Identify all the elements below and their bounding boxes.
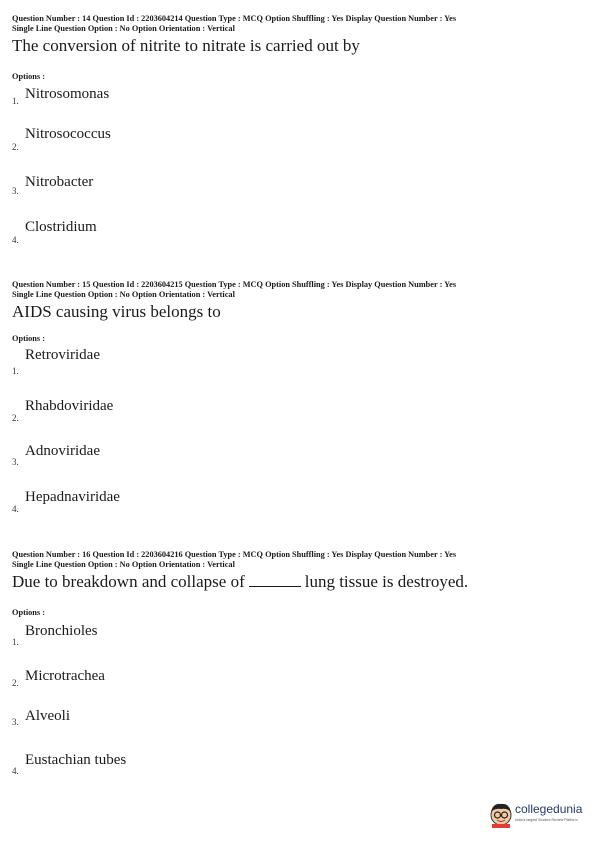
option-text: Bronchioles (25, 623, 98, 639)
options-label: Options : (12, 334, 45, 343)
stem-text-after-blank: lung tissue is destroyed. (304, 572, 469, 591)
option-4[interactable] (12, 752, 312, 782)
question-stem: AIDS causing virus belongs to (12, 302, 221, 321)
option-text: Alveoli (25, 708, 70, 724)
student-mascot-icon (487, 800, 515, 828)
option-3[interactable] (12, 708, 312, 738)
option-4[interactable] (12, 489, 312, 519)
logo-name: collegedunia (515, 802, 583, 816)
question-meta-line-1: Question Number : 15 Question Id : 2203604215 Question Type : MCQ Option Shuffling : Yes Display Question Number : Yes (12, 280, 457, 289)
stem-text-before-blank: Due to breakdown and collapse of (12, 572, 245, 591)
option-2[interactable] (12, 126, 312, 156)
option-number: 1. (12, 366, 19, 376)
option-text: Retroviridae (25, 347, 100, 363)
option-text: Rhabdoviridae (25, 398, 114, 414)
option-text: Clostridium (25, 219, 97, 235)
option-number: 4. (12, 766, 19, 776)
option-2[interactable] (12, 398, 312, 428)
option-text: Adnoviridae (25, 443, 100, 459)
option-number: 3. (12, 457, 19, 467)
options-label: Options : (12, 72, 45, 81)
question-meta-line-1: Question Number : 16 Question Id : 2203604216 Question Type : MCQ Option Shuffling : Yes Display Question Number : Yes (12, 550, 457, 559)
option-text: Eustachian tubes (25, 752, 127, 768)
option-3[interactable] (12, 443, 312, 473)
fill-in-blank (249, 571, 301, 587)
collegedunia-logo (487, 798, 587, 832)
question-stem: The conversion of nitrite to nitrate is carried out by (12, 36, 360, 55)
option-2[interactable] (12, 668, 312, 698)
option-text: Microtrachea (25, 668, 105, 684)
options-label: Options : (12, 608, 45, 617)
question-meta-line-2: Single Line Question Option : No Option Orientation : Vertical (12, 24, 235, 33)
option-number: 4. (12, 504, 19, 514)
option-1[interactable] (12, 86, 312, 116)
question-meta-line-2: Single Line Question Option : No Option Orientation : Vertical (12, 560, 235, 569)
option-number: 4. (12, 235, 19, 245)
option-number: 3. (12, 717, 19, 727)
option-1[interactable] (12, 623, 312, 653)
option-3[interactable] (12, 174, 312, 204)
option-text: Nitrobacter (25, 174, 94, 190)
option-text: Nitrosococcus (25, 126, 111, 142)
question-15 (12, 280, 582, 520)
option-number: 1. (12, 96, 19, 106)
option-4[interactable] (12, 219, 312, 249)
logo-tagline: India's largest Student Review Platform (515, 818, 578, 822)
option-number: 3. (12, 186, 19, 196)
question-14 (12, 14, 582, 254)
option-text: Nitrosomonas (25, 86, 110, 102)
option-number: 2. (12, 142, 19, 152)
option-1[interactable] (12, 347, 312, 377)
question-meta-line-2: Single Line Question Option : No Option Orientation : Vertical (12, 290, 235, 299)
option-number: 2. (12, 413, 19, 423)
option-number: 1. (12, 637, 19, 647)
option-number: 2. (12, 678, 19, 688)
question-stem (12, 571, 582, 592)
option-text: Hepadnaviridae (25, 489, 120, 505)
question-16 (12, 550, 582, 790)
question-meta-line-1: Question Number : 14 Question Id : 2203604214 Question Type : MCQ Option Shuffling : Yes Display Question Number : Yes (12, 14, 457, 23)
